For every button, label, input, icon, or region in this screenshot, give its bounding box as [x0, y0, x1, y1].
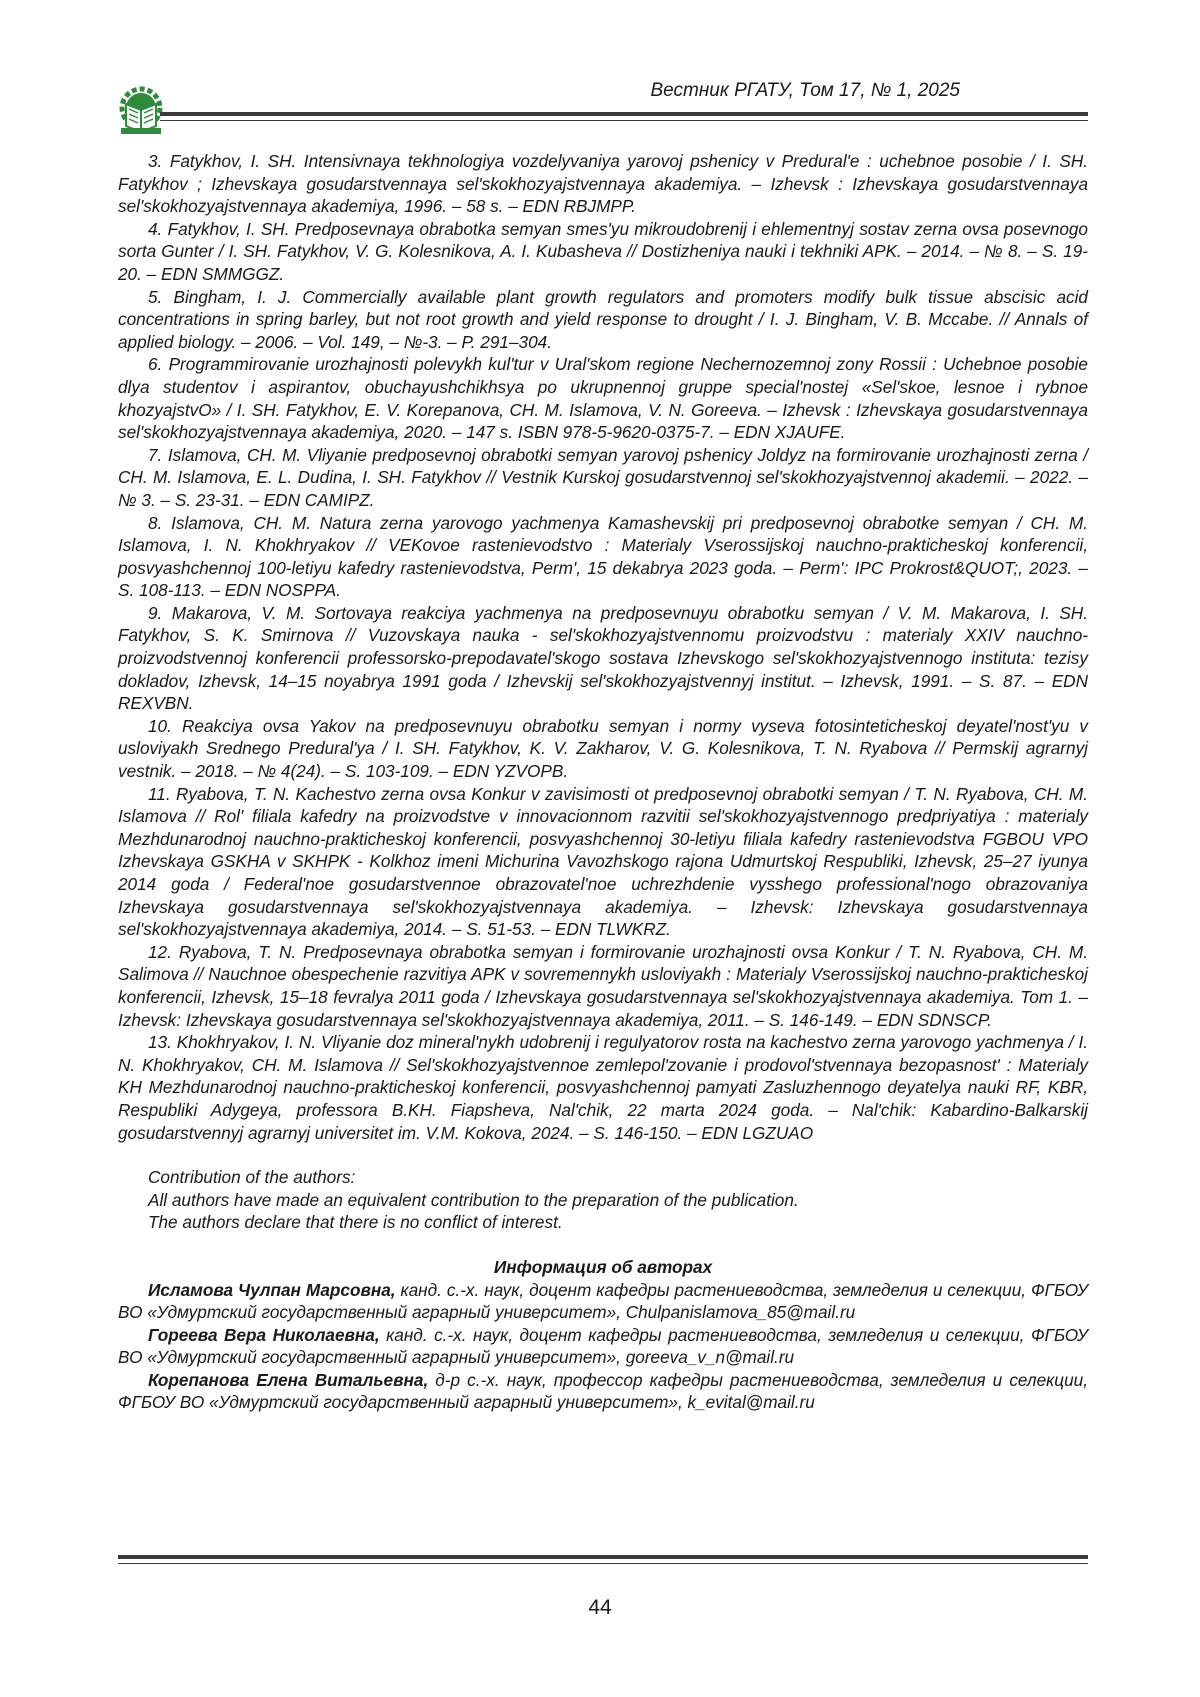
- reference-item: 13. Khokhryakov, I. N. Vliyanie doz mineral'nykh udobrenij i regulyatorov rosta na kachestvo zerna yarovogo yachmenya / I. N. Khokhryakov, CH. M. Islamova // Sel'skokhozyajstvennoe zemlepol'zovanie i prodovol'stvennaya bezopasnost' : Materialy KH Mezhdunarodnoj nauchno-prakticheskoj konferencii, posvyashchennoj pamyati Zasluzhennogo deyatelya nauki RF, KBR, Respubliki Adygeya, professora B.KH. Fiapsheva, Nal'chik, 22 marta 2024 goda. – Nal'chik: Kabardino-Balkarskij gosudarstvennyj agrarnyj universitet im. V.M. Kokova, 2024. – S. 146-150. – EDN LGZUAO: [118, 1032, 1088, 1143]
- reference-item: 5. Bingham, I. J. Commercially available plant growth regulators and promoters modify bulk tissue abscisic acid concentrations in spring barley, but not root growth and yield response to drought / I. J. Bingham, V. B. Mccabe. // Annals of applied biology. – 2006. – Vol. 149, – №-3. – P. 291–304.: [118, 286, 1088, 352]
- reference-item: 7. Islamova, CH. M. Vliyanie predposevnoj obrabotki semyan yarovoj pshenicy Joldyz na formirovanie urozhajnosti zerna / CH. M. Islamova, E. L. Dudina, I. SH. Fatykhov // Vestnik Kurskoj gosudarstvennoj sel'skokhozyajstvennoj akademii. – 2022. – № 3. – S. 23-31. – EDN CAMIPZ.: [118, 444, 1088, 510]
- header-rule: [160, 112, 1088, 121]
- author-name: Корепанова Елена Витальевна,: [148, 1369, 429, 1390]
- reference-item: 12. Ryabova, T. N. Predposevnaya obrabotka semyan i formirovanie urozhajnosti ovsa Konkur / T. N. Ryabova, CH. M. Salimova // Nauchnoe obespechenie razvitiya APK v sovremennykh usloviyakh : Materialy Vserossijskoj nauchno-prakticheskoj konferencii, Izhevsk, 15–18 fevralya 2011 goda / Izhevskaya gosudarstvennaya sel'skokhozyajstvennaya akademiya. Tom 1. – Izhevsk: Izhevskaya gosudarstvennaya sel'skokhozyajstvennaya akademiya, 2011. – S. 146-149. – EDN SDNSCP.: [118, 941, 1088, 1030]
- footer-rule: [118, 1555, 1088, 1564]
- reference-item: 8. Islamova, CH. M. Natura zerna yarovogo yachmenya Kamashevskij pri predposevnoj obrabotke semyan / CH. M. Islamova, I. N. Khokhryakov // VEKovoe rastenievodstvo : Materialy Vserossijskoj nauchno-prakticheskoj konferencii, posvyashchennoj 100-letiyu kafedry rastenievodstva, Perm', 15 dekabrya 2023 goda. – Perm': IPC Prokrost&QUOT;, 2023. – S. 108-113. – EDN NOSPPA.: [118, 512, 1088, 601]
- author-entry: [118, 1324, 1088, 1369]
- reference-item: 11. Ryabova, T. N. Kachestvo zerna ovsa Konkur v zavisimosti ot predposevnoj obrabotki semyan / T. N. Ryabova, CH. M. Islamova // Rol' filiala kafedry na proizvodstve v innovacionnom razvitii sel'skokhozyajstvennogo predpriyatiya : materialy Mezhdunarodnoj nauchno-prakticheskoj konferencii, posvyashchennoj 30-letiyu filiala kafedry rastenievodstva FGBOU VPO Izhevskaya GSKHA v SKHPK - Kolkhoz imeni Michurina Vavozhskogo rajona Udmurtskoj Respubliki, Izhevsk, 25–27 iyunya 2014 goda / Federal'noe gosudarstvennoe obrazovatel'noe uchrezhdenie vysshego professional'nogo obrazovaniya Izhevskaya gosudarstvennaya sel'skokhozyajstvennaya akademiya. – Izhevsk: Izhevskaya gosudarstvennaya sel'skokhozyajstvennaya akademiya, 2014. – S. 51-53. – EDN TLWKRZ.: [118, 783, 1088, 940]
- reference-item: 3. Fatykhov, I. SH. Intensivnaya tekhnologiya vozdelyvaniya yarovoj pshenicy v Predural'e : uchebnoe posobie / I. SH. Fatykhov ; Izhevskaya gosudarstvennaya sel'skokhozyajstvennaya akademiya. – Izhevsk : Izhevskaya gosudarstvennaya sel'skokhozyajstvennaya akademiya, 1996. – 58 s. – EDN RBJMPP.: [118, 151, 1088, 217]
- contribution-statement: [118, 1166, 1088, 1234]
- conflict-of-interest-text: The authors declare that there is no conflict of interest.: [148, 1212, 563, 1233]
- author-info-title: Информация об авторах: [493, 1256, 713, 1277]
- page-number: 44: [588, 1596, 612, 1619]
- author-name: Исламова Чулпан Марсовна,: [148, 1279, 396, 1300]
- author-entry: [118, 1369, 1088, 1414]
- contribution-text: All authors have made an equivalent contribution to the preparation of the publication.: [148, 1189, 799, 1210]
- reference-item: 10. Reakciya ovsa Yakov na predposevnuyu obrabotku semyan i normy vyseva fotosinteticheskoj deyatel'nost'yu v usloviyakh Srednego Predural'ya / I. SH. Fatykhov, K. V. Zakharov, V. G. Kolesnikova, T. N. Ryabova // Permskij agrarnyj vestnik. – 2018. – № 4(24). – S. 103-109. – EDN YZVOPB.: [118, 715, 1088, 782]
- author-details: д-р с.-х. наук, профессор кафедры растениеводства, земледелия и селекции, ФГБОУ ВО «Удмуртский государственный аграрный университет», k_evital@mail.ru: [118, 1369, 1088, 1413]
- author-details: канд. с.-х. наук, доцент кафедры растениеводства, земледелия и селекции, ФГБОУ ВО «Удмуртский государственный аграрный университет», goreeva_v_n@mail.ru: [118, 1324, 1088, 1368]
- reference-item: 9. Makarova, V. M. Sortovaya reakciya yachmenya na predposevnuyu obrabotku semyan / V. M. Makarova, I. SH. Fatykhov, S. K. Smirnova // Vuzovskaya nauka - sel'skokhozyajstvennomu proizvodstvu : materialy XXIV nauchno-proizvodstvennoj konferencii professorsko-prepodavatel'skogo sostava Izhevskogo sel'skokhozyajstvennogo instituta: tezisy dokladov, Izhevsk, 14–15 noyabrya 1991 goda / Izhevskij sel'skokhozyajstvennyj institut. – Izhevsk, 1991. – S. 87. – EDN REXVBN.: [118, 602, 1088, 714]
- journal-header: Вестник РГАТУ, Том 17, № 1, 2025: [650, 80, 960, 101]
- reference-item: 4. Fatykhov, I. SH. Predposevnaya obrabotka semyan smes'yu mikroudobrenij i ehlementnyj sostav zerna ovsa posevnogo sorta Gunter / I. SH. Fatykhov, V. G. Kolesnikova, A. I. Kubasheva // Dostizheniya nauki i tekhniki APK. – 2014. – № 8. – S. 19-20. – EDN SMMGGZ.: [118, 218, 1088, 284]
- author-details: канд. с.-х. наук, доцент кафедры растениеводства, земледелия и селекции, ФГБОУ ВО «Удмуртский государственный аграрный университет», Chulpanislamova_85@mail.ru: [118, 1279, 1089, 1323]
- page-content: [118, 150, 1088, 1414]
- references-list: [118, 150, 1088, 1144]
- reference-item: 6. Programmirovanie urozhajnosti polevykh kul'tur v Ural'skom regione Nechernozemnoj zony Rossii : Uchebnoe posobie dlya studentov i aspirantov, obuchayushchikhsya po ukrupnennoj gruppe special'nostej «Sel'skoe, lesnoe i rybnoe khozyajstvO» / I. SH. Fatykhov, E. V. Korepanova, CH. M. Islamova, V. N. Goreeva. – Izhevsk : Izhevskaya gosudarstvennaya sel'skokhozyajstvennaya akademiya, 2020. – 147 s. ISBN 978-5-9620-0375-7. – EDN XJAUFE.: [118, 354, 1088, 443]
- author-entry: [118, 1279, 1088, 1324]
- contribution-heading: Contribution of the authors:: [148, 1167, 356, 1188]
- author-name: Гореева Вера Николаевна,: [148, 1324, 380, 1345]
